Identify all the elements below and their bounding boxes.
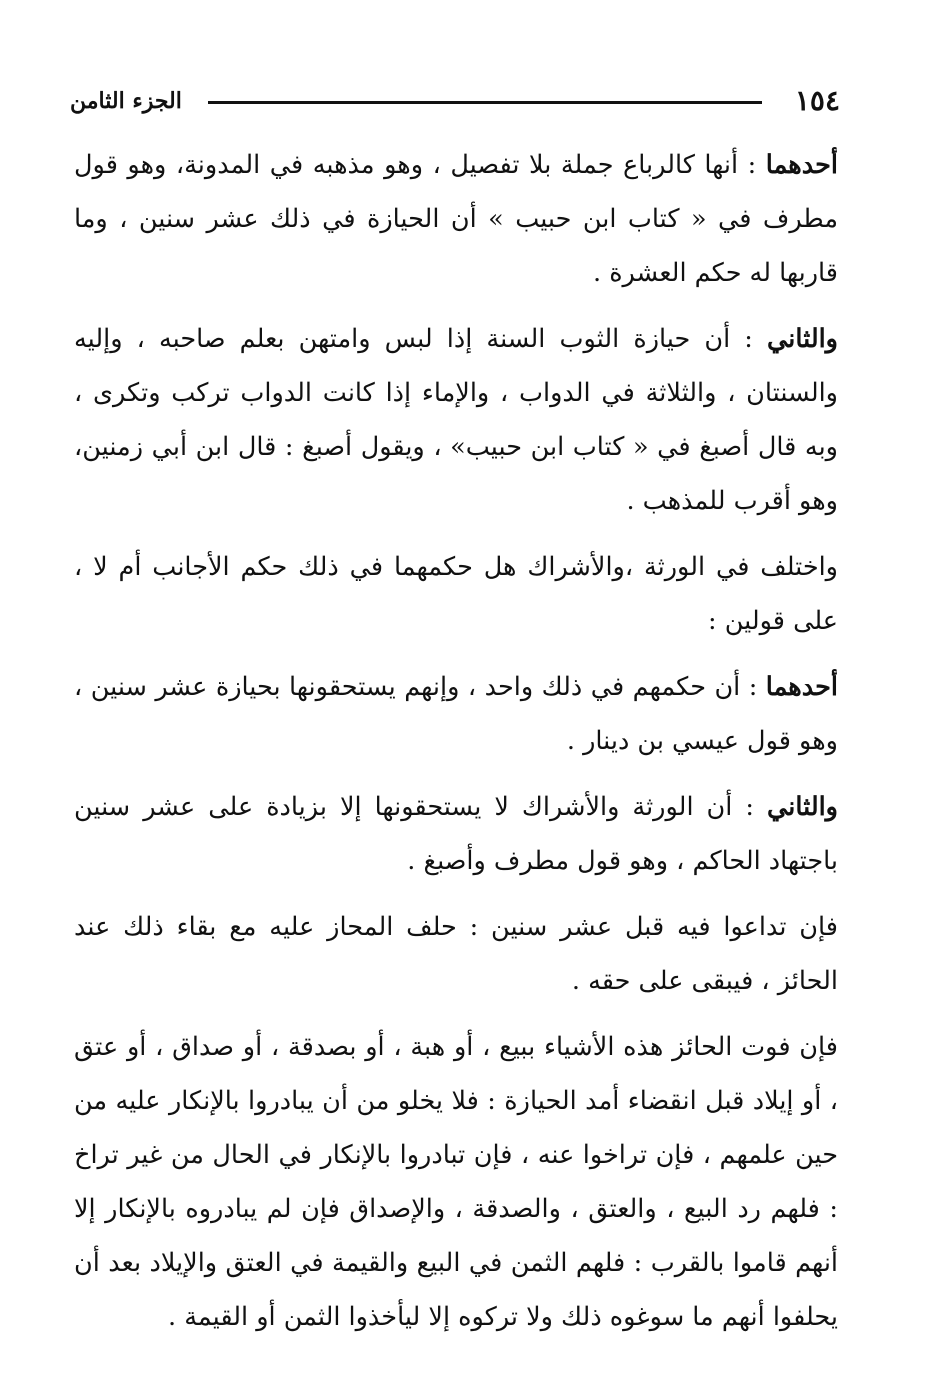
paragraph-text: : أنها كالرباع جملة بلا تفصيل ، وهو مذهبه في المدونة، وهو قول مطرف في « كتاب ابن حبيب » أن الحيازة في ذلك عشر سنين ، وما قاربها له حكم العشرة . — [74, 150, 838, 288]
paragraph-5 — [74, 780, 838, 888]
paragraph-text: : أن الورثة والأشراك لا يستحقونها إلا بزيادة على عشر سنين باجتهاد الحاكم ، وهو قول مطرف وأصبغ . — [74, 792, 838, 876]
paragraph-lead: والثاني — [767, 324, 838, 354]
paragraph-text: فإن تداعوا فيه قبل عشر سنين : حلف المحاز عليه مع بقاء ذلك عند الحائز ، فيبقى على حقه . — [74, 912, 838, 996]
header-rule — [208, 101, 762, 104]
volume-label: الجزء الثامن — [70, 88, 182, 114]
paragraph-lead: أحدهما — [765, 672, 838, 702]
paragraph-text: واختلف في الورثة ،والأشراك هل حكمهما في ذلك حكم الأجانب أم لا ، على قولين : — [74, 552, 838, 636]
running-head — [70, 84, 840, 118]
paragraph-lead: والثاني — [767, 792, 838, 822]
paragraph-6 — [74, 900, 838, 1008]
paragraph-2 — [74, 312, 838, 528]
paragraph-lead: أحدهما — [765, 150, 838, 180]
page-number: ١٥٤ — [794, 84, 840, 117]
body-text — [74, 138, 838, 1356]
paragraph-1 — [74, 138, 838, 300]
paragraph-text: : أن حكمهم في ذلك واحد ، وإنهم يستحقونها بحيازة عشر سنين ، وهو قول عيسي بن دينار . — [74, 672, 838, 756]
paragraph-7 — [74, 1020, 838, 1344]
paragraph-text: : أن حيازة الثوب السنة إذا لبس وامتهن بعلم صاحبه ، وإليه والسنتان ، والثلاثة في الدواب ، والإماء إذا كانت الدواب تركب وتكرى ، وبه قال أصبغ في « كتاب ابن حبيب» ، ويقول أصبغ : قال ابن أبي زمنين، وهو أقرب للمذهب . — [74, 324, 838, 516]
paragraph-3 — [74, 540, 838, 648]
paragraph-text: فإن فوت الحائز هذه الأشياء ببيع ، أو هبة ، أو بصدقة ، أو صداق ، أو عتق ، أو إيلاد قبل انقضاء أمد الحيازة : فلا يخلو من أن يبادروا بالإنكار عليه من حين علمهم ، فإن تراخوا عنه ، فإن تبادروا بالإنكار في الحال من غير تراخ : فلهم رد البيع ، والعتق ، والصدقة ، والإصداق فإن لم يبادروه بالإنكار إلا أنهم قاموا بالقرب : فلهم الثمن في البيع والقيمة في العتق والإيلاد بعد أن يحلفوا أنهم ما سوغوه ذلك ولا تركوه إلا ليأخذوا الثمن أو القيمة . — [74, 1032, 838, 1332]
paragraph-4 — [74, 660, 838, 768]
